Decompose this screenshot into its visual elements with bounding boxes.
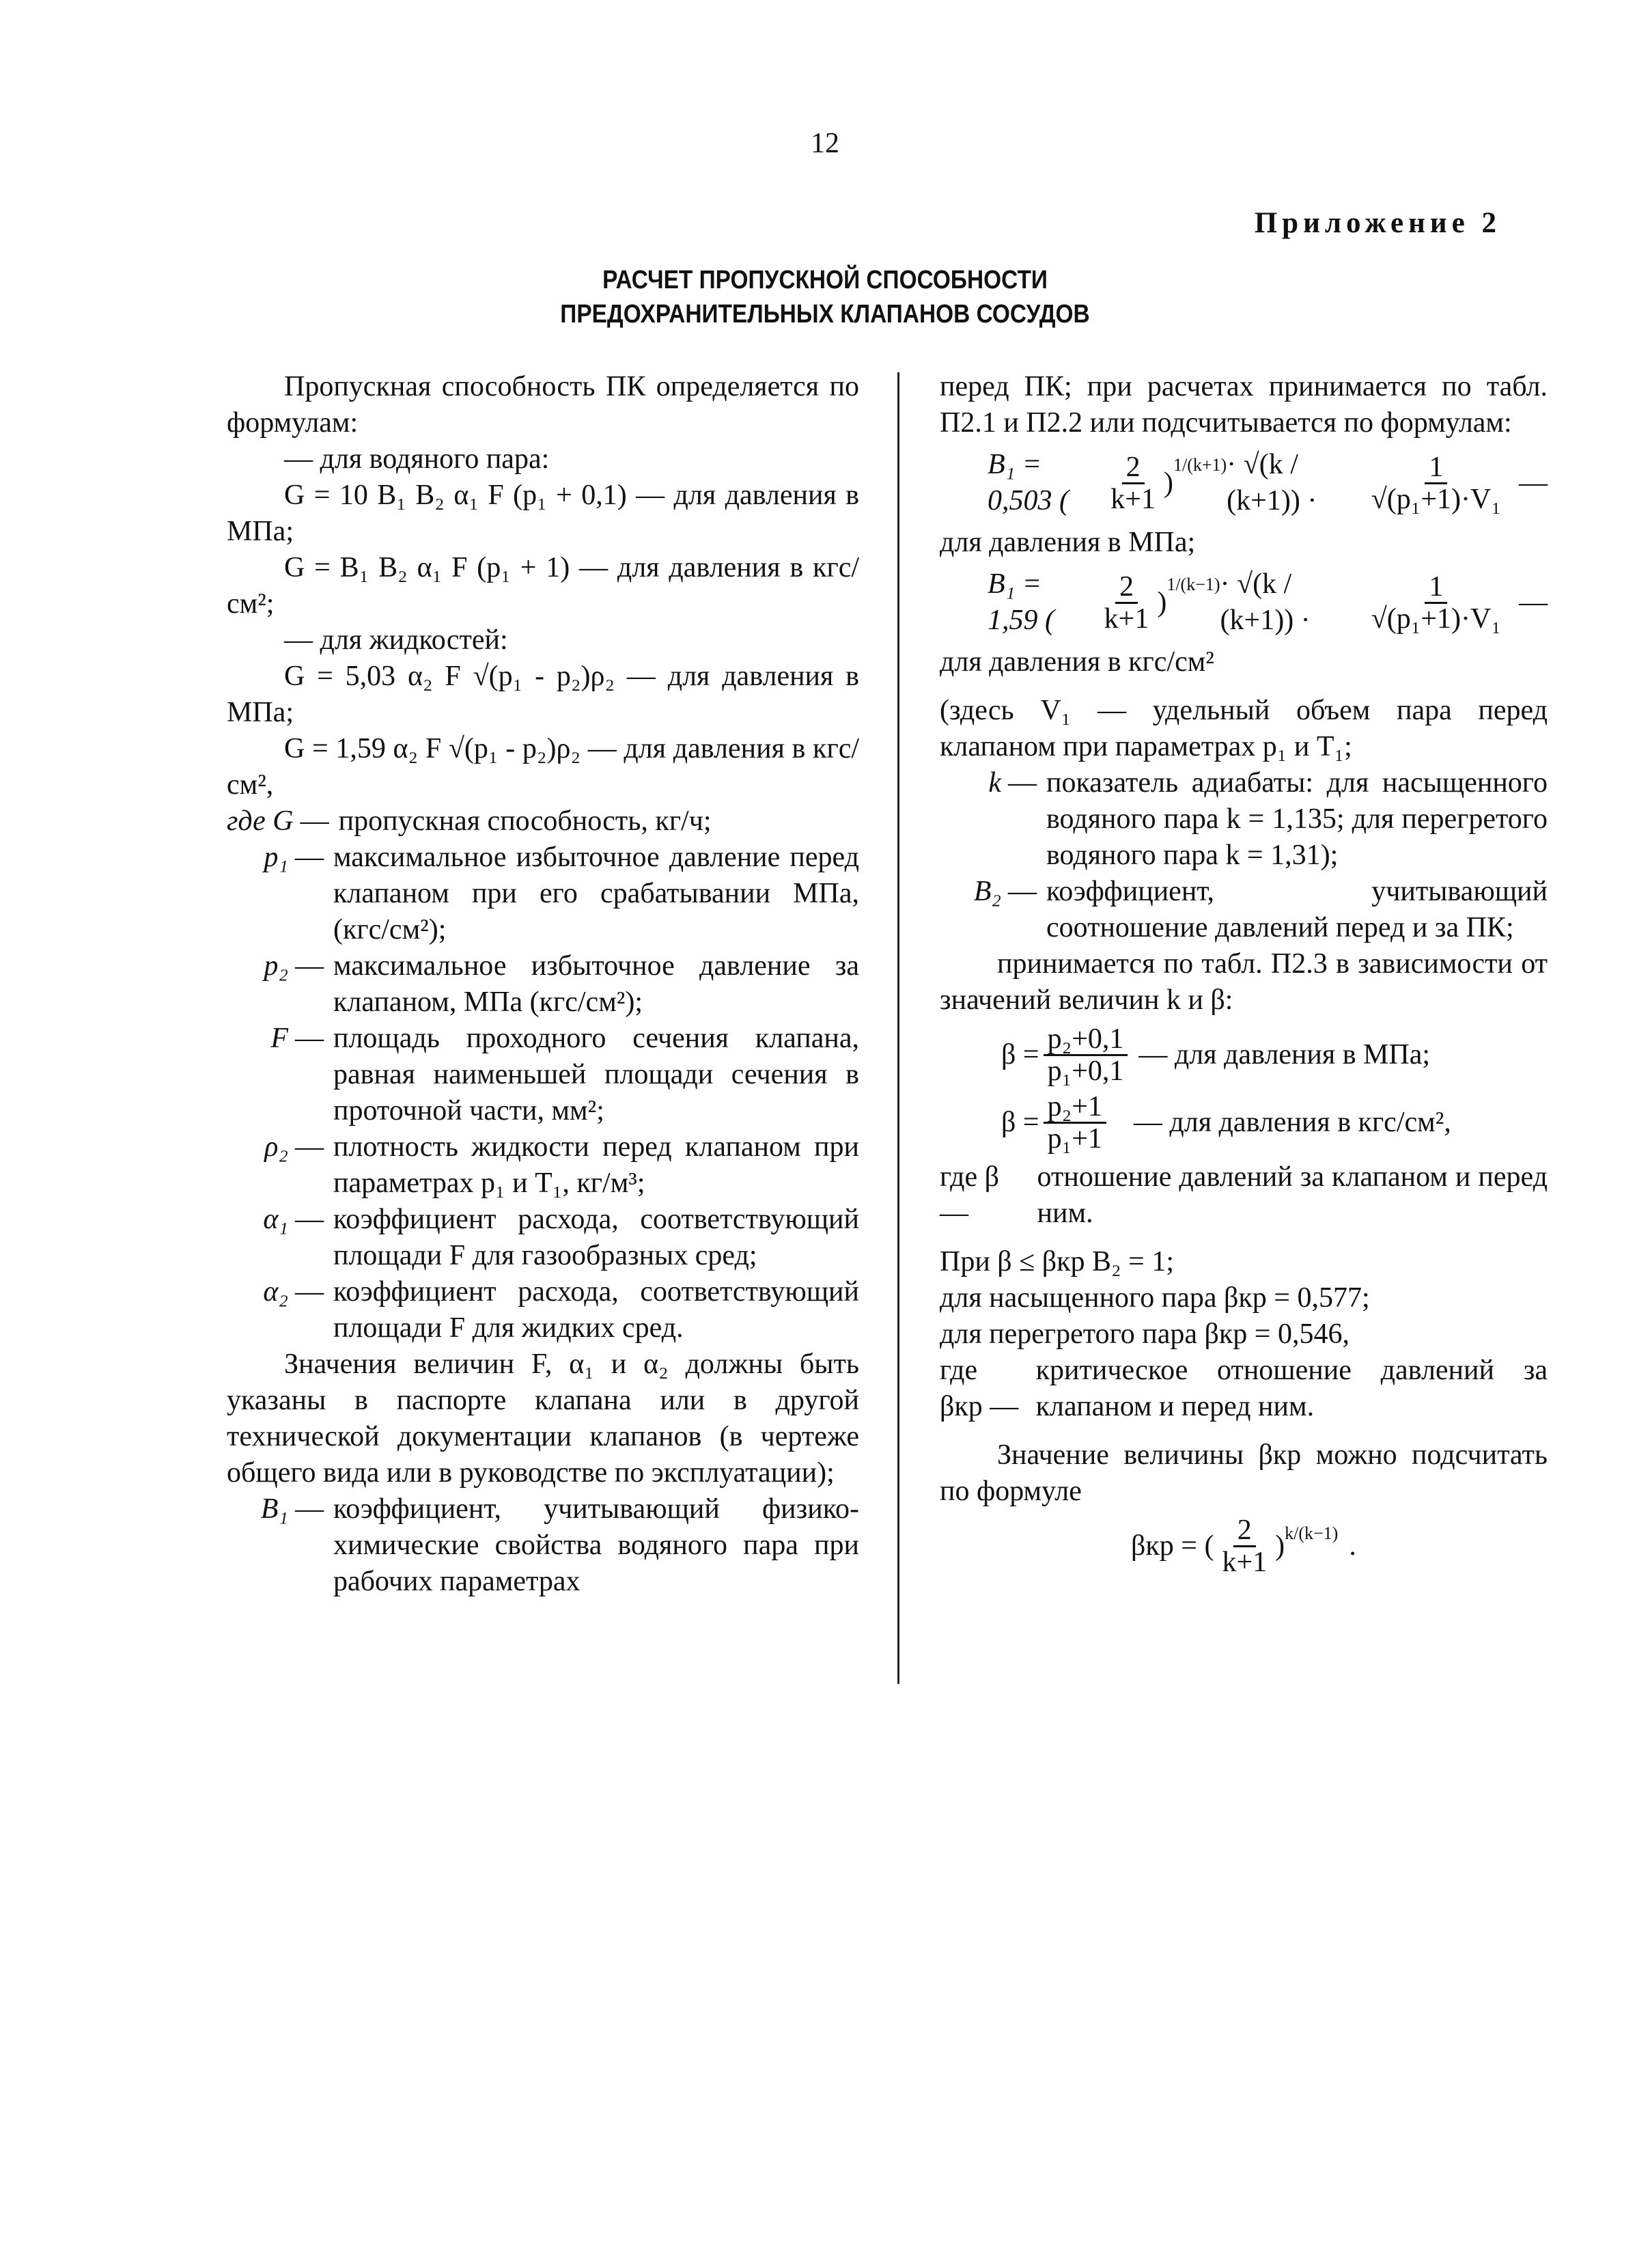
eq-lhs: B₁ = 1,59 ( <box>988 568 1054 636</box>
fraction-denominator: p₁+1 <box>1047 1123 1102 1154</box>
eq-lhs: B₁ = 0,503 ( <box>988 449 1069 516</box>
eq-exponent: k/(k−1) <box>1285 1523 1339 1543</box>
where-v1: (здесь V₁ — удельный объем пара перед клапаном при параметрах p₁ и T₁; <box>940 695 1548 762</box>
fraction-denominator: k+1 <box>1104 603 1149 635</box>
eq-period: . <box>1349 1530 1356 1562</box>
definition-symbol: ρ₂ <box>264 1131 288 1163</box>
definition-item: F — площадь проходного сечения клапана, равная наименьшей площади сечения в проточной части, мм²; <box>227 1021 859 1129</box>
eq-lhs: β = <box>1001 1039 1039 1070</box>
definition-item-bkr <box>940 1353 1548 1425</box>
definition-symbol: F <box>270 1023 288 1054</box>
definition-item: p₂ — максимальное избыточное давление за клапаном, МПа (кгс/см²); <box>227 948 859 1021</box>
eq-fraction <box>1106 452 1160 514</box>
eq-fraction <box>1367 572 1505 634</box>
continuation-paragraph: перед ПК; при расчетах принимается по табл. П2.1 и П2.2 или подсчитывается по формулам: <box>940 371 1548 439</box>
fraction-numerator: 1 <box>1425 452 1447 484</box>
fraction-denominator: k+1 <box>1110 483 1156 515</box>
title-line-1: РАСЧЕТ ПРОПУСКНОЙ СПОСОБНОСТИ <box>602 266 1048 294</box>
fraction-denominator: √(p₁+1)·V₁ <box>1371 603 1501 635</box>
fraction-numerator: 2 <box>1233 1515 1256 1547</box>
eq-lhs: βкр = ( <box>1131 1530 1214 1562</box>
eq-dash: — <box>1519 586 1548 618</box>
definition-text: максимальное избыточное давление перед клапаном при его срабатывании МПа, (кгс/см²); <box>333 842 859 945</box>
eq-exponent: 1/(k+1) <box>1173 455 1227 475</box>
bkr-paragraph: Значение величины βкр можно подсчитать по формуле <box>940 1439 1548 1507</box>
eq-unit: — для давления в МПа; <box>1138 1039 1431 1070</box>
equation-bkr <box>940 1515 1548 1577</box>
definition-symbol: α₁ <box>263 1204 288 1235</box>
page-number: 12 <box>811 128 839 159</box>
definition-symbol: B₂ <box>973 876 1001 907</box>
fraction-numerator: p₂+1 <box>1044 1092 1106 1124</box>
definition-item: α₂ — коэффициент расхода, соответствующий площади F для жидких сред. <box>227 1274 859 1346</box>
liquid-heading: — для жидкостей: <box>284 624 508 656</box>
definition-text: плотность жидкости перед клапаном при параметрах p₁ и T₁, кг/м³; <box>333 1131 859 1199</box>
eq-fraction <box>1218 1515 1271 1577</box>
eq-unit-mpa: для давления в МПа; <box>940 527 1196 558</box>
left-column <box>227 369 859 1600</box>
formula-steam-mpa: G = 10 B₁ B₂ α₁ F (p₁ + 0,1) — для давления в МПа; <box>227 480 859 547</box>
definition-symbol: k <box>988 767 1001 799</box>
definition-item: p₁ — максимальное избыточное давление перед клапаном при его срабатывании МПа, (кгс/см²); <box>227 840 859 948</box>
definition-item: ρ₂ — плотность жидкости перед клапаном при параметрах p₁ и T₁, кг/м³; <box>227 1129 859 1202</box>
definition-item-k: k — показатель адиабаты: для насыщенного водяного пара k = 1,135; для перегретого водяного пара k = 1,31); <box>940 765 1548 874</box>
appendix-label: Приложение 2 <box>1254 207 1501 239</box>
definition-item: α₁ — коэффициент расхода, соответствующий площади F для газообразных сред; <box>227 1202 859 1274</box>
equation-beta-mpa <box>940 1024 1548 1086</box>
definition-item-b1: B₁ — коэффициент, учитывающий физико-химические свойства водяного пара при рабочих параметрах <box>227 1491 859 1600</box>
eq-unit-kgf: для давления в кгс/см² <box>940 646 1214 678</box>
column-divider <box>897 372 899 1684</box>
eq-lhs: β = <box>1001 1107 1039 1138</box>
values-paragraph: Значения величин F, α₁ и α₂ должны быть указаны в паспорте клапана или в другой технической документации клапанов (в чертеже общего вида или в руководстве по эксплуатации); <box>227 1349 859 1489</box>
right-column <box>940 369 1548 1583</box>
definition-text: площадь проходного сечения клапана, равная наименьшей площади сечения в проточной части, мм²; <box>333 1023 859 1126</box>
formula-liquid-mpa: G = 5,03 α₂ F √(p₁ - p₂)ρ₂ — для давления в МПа; <box>227 661 859 728</box>
definition-text: показатель адиабаты: для насыщенного водяного пара k = 1,135; для перегретого водяного пара k = 1,31); <box>1046 767 1548 871</box>
definition-symbol: p₂ <box>264 950 288 982</box>
eq-dash: — <box>1519 467 1548 499</box>
b2-continuation: принимается по табл. П2.3 в зависимости от значений величин k и β: <box>940 948 1548 1016</box>
steam-heading: — для водяного пара: <box>284 443 550 475</box>
definition-symbol: где β — <box>940 1161 1000 1229</box>
equation-b1-mpa: B₁ = 0,503 ( $\frac{2}{k+1}$ ) $^{1/(k+1)}$ · √(k / (k+1)) · $\frac{1}{\text{√(p₁+1)·V₁}}$ — <box>940 447 1548 519</box>
definition-symbol: где βкр — <box>940 1355 1019 1422</box>
definition-text: коэффициент, учитывающий соотношение давлений перед и за ПК; <box>1046 876 1548 943</box>
definition-text: критическое отношение давлений за клапаном и перед ним. <box>1035 1355 1548 1422</box>
definition-text: отношение давлений за клапаном и перед ним. <box>1037 1161 1548 1229</box>
superheated-value: для перегретого пара βкр = 0,546, <box>940 1318 1350 1350</box>
eq-sqrt: · √(k / (k+1)) · <box>1227 449 1317 516</box>
definition-text: коэффициент расхода, соответствующий площади F для газообразных сред; <box>333 1204 859 1271</box>
fraction-numerator: 2 <box>1115 572 1138 604</box>
fraction-numerator: 1 <box>1425 572 1447 604</box>
eq-unit: — для давления в кгс/см², <box>1133 1107 1451 1138</box>
eq-exponent: 1/(k−1) <box>1166 575 1220 594</box>
fraction-denominator: k+1 <box>1222 1547 1268 1578</box>
eq-close: ) <box>1275 1530 1285 1562</box>
definition-symbol: p₁ <box>264 842 288 873</box>
equation-beta-kgf <box>940 1092 1548 1154</box>
beta-condition: При β ≤ βкр B₂ = 1; <box>940 1246 1175 1277</box>
title-line-2: ПРЕДОХРАНИТЕЛЬНЫХ КЛАПАНОВ СОСУДОВ <box>560 300 1090 329</box>
definition-item-b2: B₂ — коэффициент, учитывающий соотношение давлений перед и за ПК; <box>940 874 1548 946</box>
saturated-value: для насыщенного пара βкр = 0,577; <box>940 1282 1370 1314</box>
eq-fraction <box>1100 572 1153 634</box>
fraction-numerator: p₂+0,1 <box>1044 1024 1128 1056</box>
fraction-denominator: p₁+0,1 <box>1047 1055 1124 1087</box>
definition-item-beta <box>940 1159 1548 1232</box>
formula-liquid-kgf: G = 1,59 α₂ F √(p₁ - p₂)ρ₂ — для давления в кгс/см², <box>227 733 859 801</box>
formula-steam-kgf: G = B₁ B₂ α₁ F (p₁ + 1) — для давления в кгс/см²; <box>227 552 859 620</box>
definition-text: коэффициент, учитывающий физико-химические свойства водяного пара при рабочих параметрах <box>333 1493 859 1597</box>
eq-fraction <box>1367 452 1505 514</box>
definition-text: коэффициент расхода, соответствующий площади F для жидких сред. <box>333 1276 859 1344</box>
document-title <box>99 263 1551 331</box>
eq-fraction <box>1044 1024 1128 1086</box>
definition-text: пропускная способность, кг/ч; <box>338 805 712 837</box>
definition-symbol: где G <box>227 805 294 837</box>
eq-sqrt: · √(k / (k+1)) · <box>1220 568 1311 636</box>
definition-symbol: B₁ <box>260 1493 288 1525</box>
fraction-numerator: 2 <box>1122 452 1145 484</box>
eq-fraction <box>1044 1092 1106 1154</box>
intro-paragraph: Пропускная способность ПК определяется по формулам: <box>227 371 859 439</box>
fraction-denominator: √(p₁+1)·V₁ <box>1371 483 1501 515</box>
equation-b1-kgf: B₁ = 1,59 ( $\frac{2}{k+1}$ ) $^{1/(k-1)}$ · √(k / (k+1)) · $\frac{1}{\text{√(p₁+1)·V₁}}$ — <box>940 566 1548 639</box>
definition-item: где G — пропускная способность, кг/ч; <box>227 803 859 840</box>
definition-symbol: α₂ <box>263 1276 288 1308</box>
definition-text: максимальное избыточное давление за клапаном, МПа (кгс/см²); <box>333 950 859 1018</box>
